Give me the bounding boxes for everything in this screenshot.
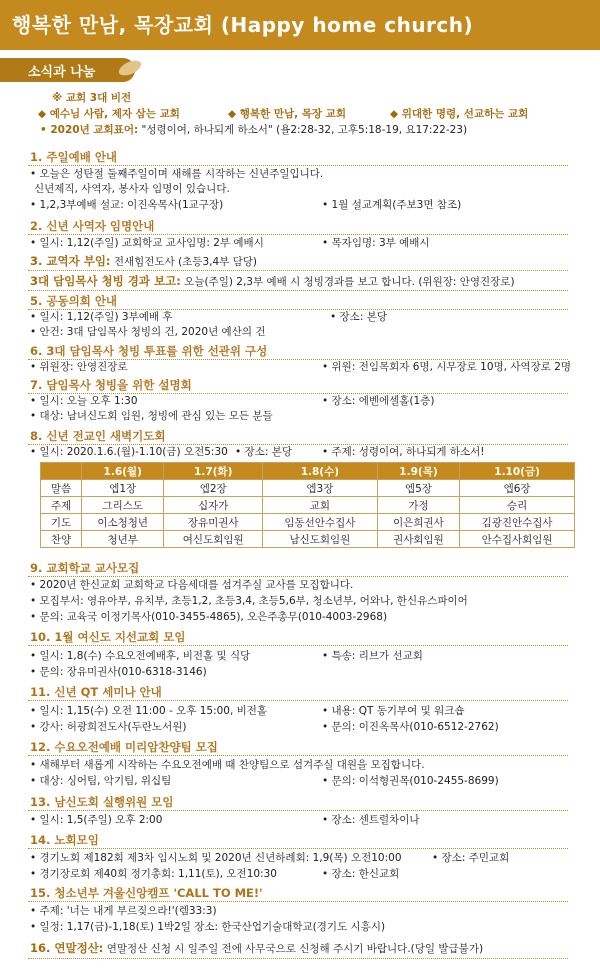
divider — [28, 645, 568, 646]
text-line: • 문의: 이석형권목(010-2455-8699) — [322, 775, 499, 787]
text-line: • 1,2,3부예배 설교: 이진옥목사(1교구장) — [30, 199, 224, 211]
section-1-title: 1. 주일예배 안내 — [30, 150, 118, 164]
text-line: • 모집부서: 영유아부, 유치부, 초등1,2, 초등3,4, 초등5,6부, 청소년부, 어와나, 한신유스파이어 — [30, 595, 468, 607]
text-line: • 장소: 본당 — [330, 311, 387, 323]
text-line: • 특송: 리브가 선교회 — [322, 650, 423, 662]
divider — [28, 165, 568, 166]
vision-item-1: ◆ 예수님 사람, 제자 삼는 교회 — [38, 108, 180, 120]
text-line: • 2020년 한신교회 교회학교 다음세대를 섬겨주실 교사를 모집합니다. — [30, 579, 354, 591]
text-line: • 장소: 센트럴차이나 — [322, 814, 420, 826]
divider — [28, 270, 568, 271]
divider — [28, 234, 568, 235]
divider — [28, 576, 568, 577]
text-line: • 위원: 전임목회자 6명, 시무장로 10명, 사역장로 2명 — [322, 361, 572, 373]
divider — [28, 958, 568, 959]
divider — [28, 700, 568, 701]
table-cell: 여신도회임원 — [164, 531, 263, 548]
section-7-title: 7. 담임목사 청빙을 위한 설명회 — [30, 378, 192, 392]
text-line: • 강사: 허광희전도사(두란노서원) — [30, 721, 187, 733]
text-line: 신년제직, 사역자, 봉사자 임명이 있습니다. — [34, 183, 230, 195]
text-line: • 경기장로회 제40회 정기총회: 1,11(토), 오전10:30 — [30, 868, 277, 880]
text-line: • 일시: 1,12(주일) 3부예배 후 — [30, 311, 173, 323]
table-header-cell: 1.8(수) — [263, 463, 378, 480]
text-line: • 일시: 2020.1.6.(월)-1.10(금) 오전5:30 — [30, 446, 228, 458]
text-line: • 안건: 3대 담임목사 청빙의 건, 2020년 예산의 건 — [30, 326, 266, 338]
table-cell: 엡1장 — [82, 480, 164, 497]
text-line: • 일정: 1,17(금)-1,18(토) 1박2일 장소: 한국산업기술대학교(경기도 시흥시) — [30, 921, 386, 933]
text-line: • 장소: 본당 — [235, 446, 292, 458]
table-cell: 엡5장 — [377, 480, 459, 497]
section-9-title: 9. 교회학교 교사모집 — [30, 561, 140, 575]
text-line: • 1월 설교계획(주보3면 참조) — [322, 199, 462, 211]
text-line: • 장소: 주민교회 — [432, 852, 510, 864]
table-cell: 청년부 — [82, 531, 164, 548]
text-line: • 경기노회 제182회 제3차 임시노회 및 2020년 신년하례회: 1,9(목) 오전10:00 — [30, 852, 402, 864]
text-line: • 대상: 싱어팀, 악기팀, 위십팀 — [30, 775, 172, 787]
section-16-title: 16. 연말정산: — [30, 941, 104, 955]
text-line: • 새해부터 새롭게 시작하는 수요오전예배 때 찬양팀으로 섬겨주실 대원을 모집합니다. — [30, 759, 425, 771]
table-cell: 남신도회임원 — [263, 531, 378, 548]
prayer-schedule-table — [40, 462, 575, 548]
table-cell: 임동선안수집사 — [263, 514, 378, 531]
table-cell: 안수집사회임원 — [460, 531, 575, 548]
table-header-cell: 1.6(월) — [82, 463, 164, 480]
section-3-title: 3. 교역자 부임: — [30, 254, 111, 268]
section-14-title: 14. 노회모임 — [30, 833, 99, 847]
text-line: 연말정산 신청 시 일주일 전에 사무국으로 신청해 주시기 바랍니다.(당일 발급불가) — [106, 943, 484, 955]
table-header-cell: 1.10(금) — [460, 463, 575, 480]
table-cell: 교회 — [263, 497, 378, 514]
table-cell: 주제 — [41, 497, 82, 514]
table-cell: 말씀 — [41, 480, 82, 497]
text-line: • 일시: 1,5(주일) 오후 2:00 — [30, 814, 163, 826]
vision-item-2: ◆ 행복한 만남, 목장 교회 — [228, 108, 346, 120]
table-header-cell: 1.9(목) — [377, 463, 459, 480]
divider — [28, 444, 568, 445]
table-cell: 가정 — [377, 497, 459, 514]
vision-item-3: ◆ 위대한 명령, 선교하는 교회 — [390, 108, 529, 120]
divider — [28, 901, 568, 902]
vision-title: ※ 교회 3대 비전 — [52, 92, 132, 104]
text-line: • 오늘은 성탄절 둘째주일이며 새해를 시작하는 신년주일입니다. — [30, 168, 324, 180]
motto-text: "성령이여, 하나되게 하소서" (욜2:28-32, 고후5:18-19, 요17:22-23) — [141, 124, 468, 136]
text-line: • 장소: 한신교회 — [322, 868, 400, 880]
divider — [28, 848, 568, 849]
table-cell: 엡6장 — [460, 480, 575, 497]
divider — [28, 810, 568, 811]
section-10-title: 10. 1월 여신도 지선교회 모임 — [30, 630, 186, 644]
page-title: 행복한 만남, 목장교회 (Happy home church) — [12, 13, 474, 37]
divider — [28, 393, 568, 394]
table-row — [41, 531, 575, 548]
text-line: • 일시: 1,12(주일) 교회학교 교사임명: 2부 예배시 — [30, 237, 264, 249]
text-line: • 내용: QT 동기부여 및 워크숍 — [322, 705, 465, 717]
table-cell: 엡3장 — [263, 480, 378, 497]
table-cell: 그리스도 — [82, 497, 164, 514]
section-8-title: 8. 신년 전교인 새벽기도회 — [30, 429, 166, 443]
table-cell: 엡2장 — [164, 480, 263, 497]
section-tag — [0, 58, 135, 82]
table-cell: 권사회임원 — [377, 531, 459, 548]
table-cell: 기도 — [41, 514, 82, 531]
table-cell: 이은희권사 — [377, 514, 459, 531]
table-cell: 찬양 — [41, 531, 82, 548]
table-header-cell — [41, 463, 82, 480]
divider — [28, 309, 568, 310]
divider — [28, 359, 568, 360]
text-line: • 목자임명: 3부 예배시 — [322, 237, 430, 249]
text-line: • 일시: 오늘 오후 1:30 — [30, 395, 138, 407]
text-line: • 문의: 교육국 이정기목사(010-3455-4865), 오은주총무(010-4003-2968) — [30, 611, 388, 623]
divider — [28, 755, 568, 756]
table-row — [41, 480, 575, 497]
table-cell: 장유미권사 — [164, 514, 263, 531]
text-line: • 주제: 성령이여, 하나되게 하소서! — [322, 446, 485, 458]
section-11-title: 11. 신년 QT 세미나 안내 — [30, 685, 162, 699]
section-5-title: 5. 공동의회 안내 — [30, 294, 118, 308]
table-row — [41, 514, 575, 531]
table-cell: 이소청청년 — [82, 514, 164, 531]
text-line: • 일시: 1,15(수) 오전 11:00 - 오후 15:00, 비전홀 — [30, 705, 268, 717]
section-13-title: 13. 남신도회 실행위원 모임 — [30, 795, 174, 809]
page-header — [0, 0, 600, 50]
section-15-title: 15. 청소년부 겨울신앙캠프 'CALL TO ME!' — [30, 886, 263, 900]
section-tag-label: 소식과 나눔 — [28, 65, 96, 80]
section-6-title: 6. 3대 담임목사 청빙 투표를 위한 선관위 구성 — [30, 344, 268, 358]
section-2-title: 2. 신년 사역자 임명안내 — [30, 219, 155, 233]
text-line: • 주제: '너는 내게 부르짖으라!'(렘33:3) — [30, 905, 217, 917]
text-line: • 장소: 에벤에셀홀(1층) — [322, 395, 435, 407]
text-line: • 문의: 이진옥목사(010-6512-2762) — [322, 721, 499, 733]
table-cell: 김광진안수집사 — [460, 514, 575, 531]
text-line: 오늘(주일) 2,3부 예배 시 청빙경과를 보고 합니다. (위원장: 안영진장로) — [184, 276, 515, 288]
section-12-title: 12. 수요오전예배 미리암찬양팀 모집 — [30, 740, 218, 754]
table-header-cell: 1.7(화) — [164, 463, 263, 480]
table-header-row — [41, 463, 575, 480]
text-line: • 일시: 1,8(수) 수요오전예배후, 비전홀 및 식당 — [30, 650, 251, 662]
text-line: • 대상: 남녀신도회 임원, 청빙에 관심 있는 모든 분들 — [30, 410, 273, 422]
text-line: • 위원장: 안영진장로 — [30, 361, 128, 373]
text-line: 전새힘전도사 (초등3,4부 담당) — [113, 256, 258, 268]
divider — [28, 290, 568, 291]
motto-label: • 2020년 교회표어: — [40, 124, 139, 136]
table-cell: 승리 — [460, 497, 575, 514]
section-4-title: 3대 담임목사 청빙 경과 보고: — [30, 274, 181, 288]
table-row — [41, 497, 575, 514]
table-cell: 십자가 — [164, 497, 263, 514]
text-line: • 문의: 장유미권사(010-6318-3146) — [30, 666, 207, 678]
